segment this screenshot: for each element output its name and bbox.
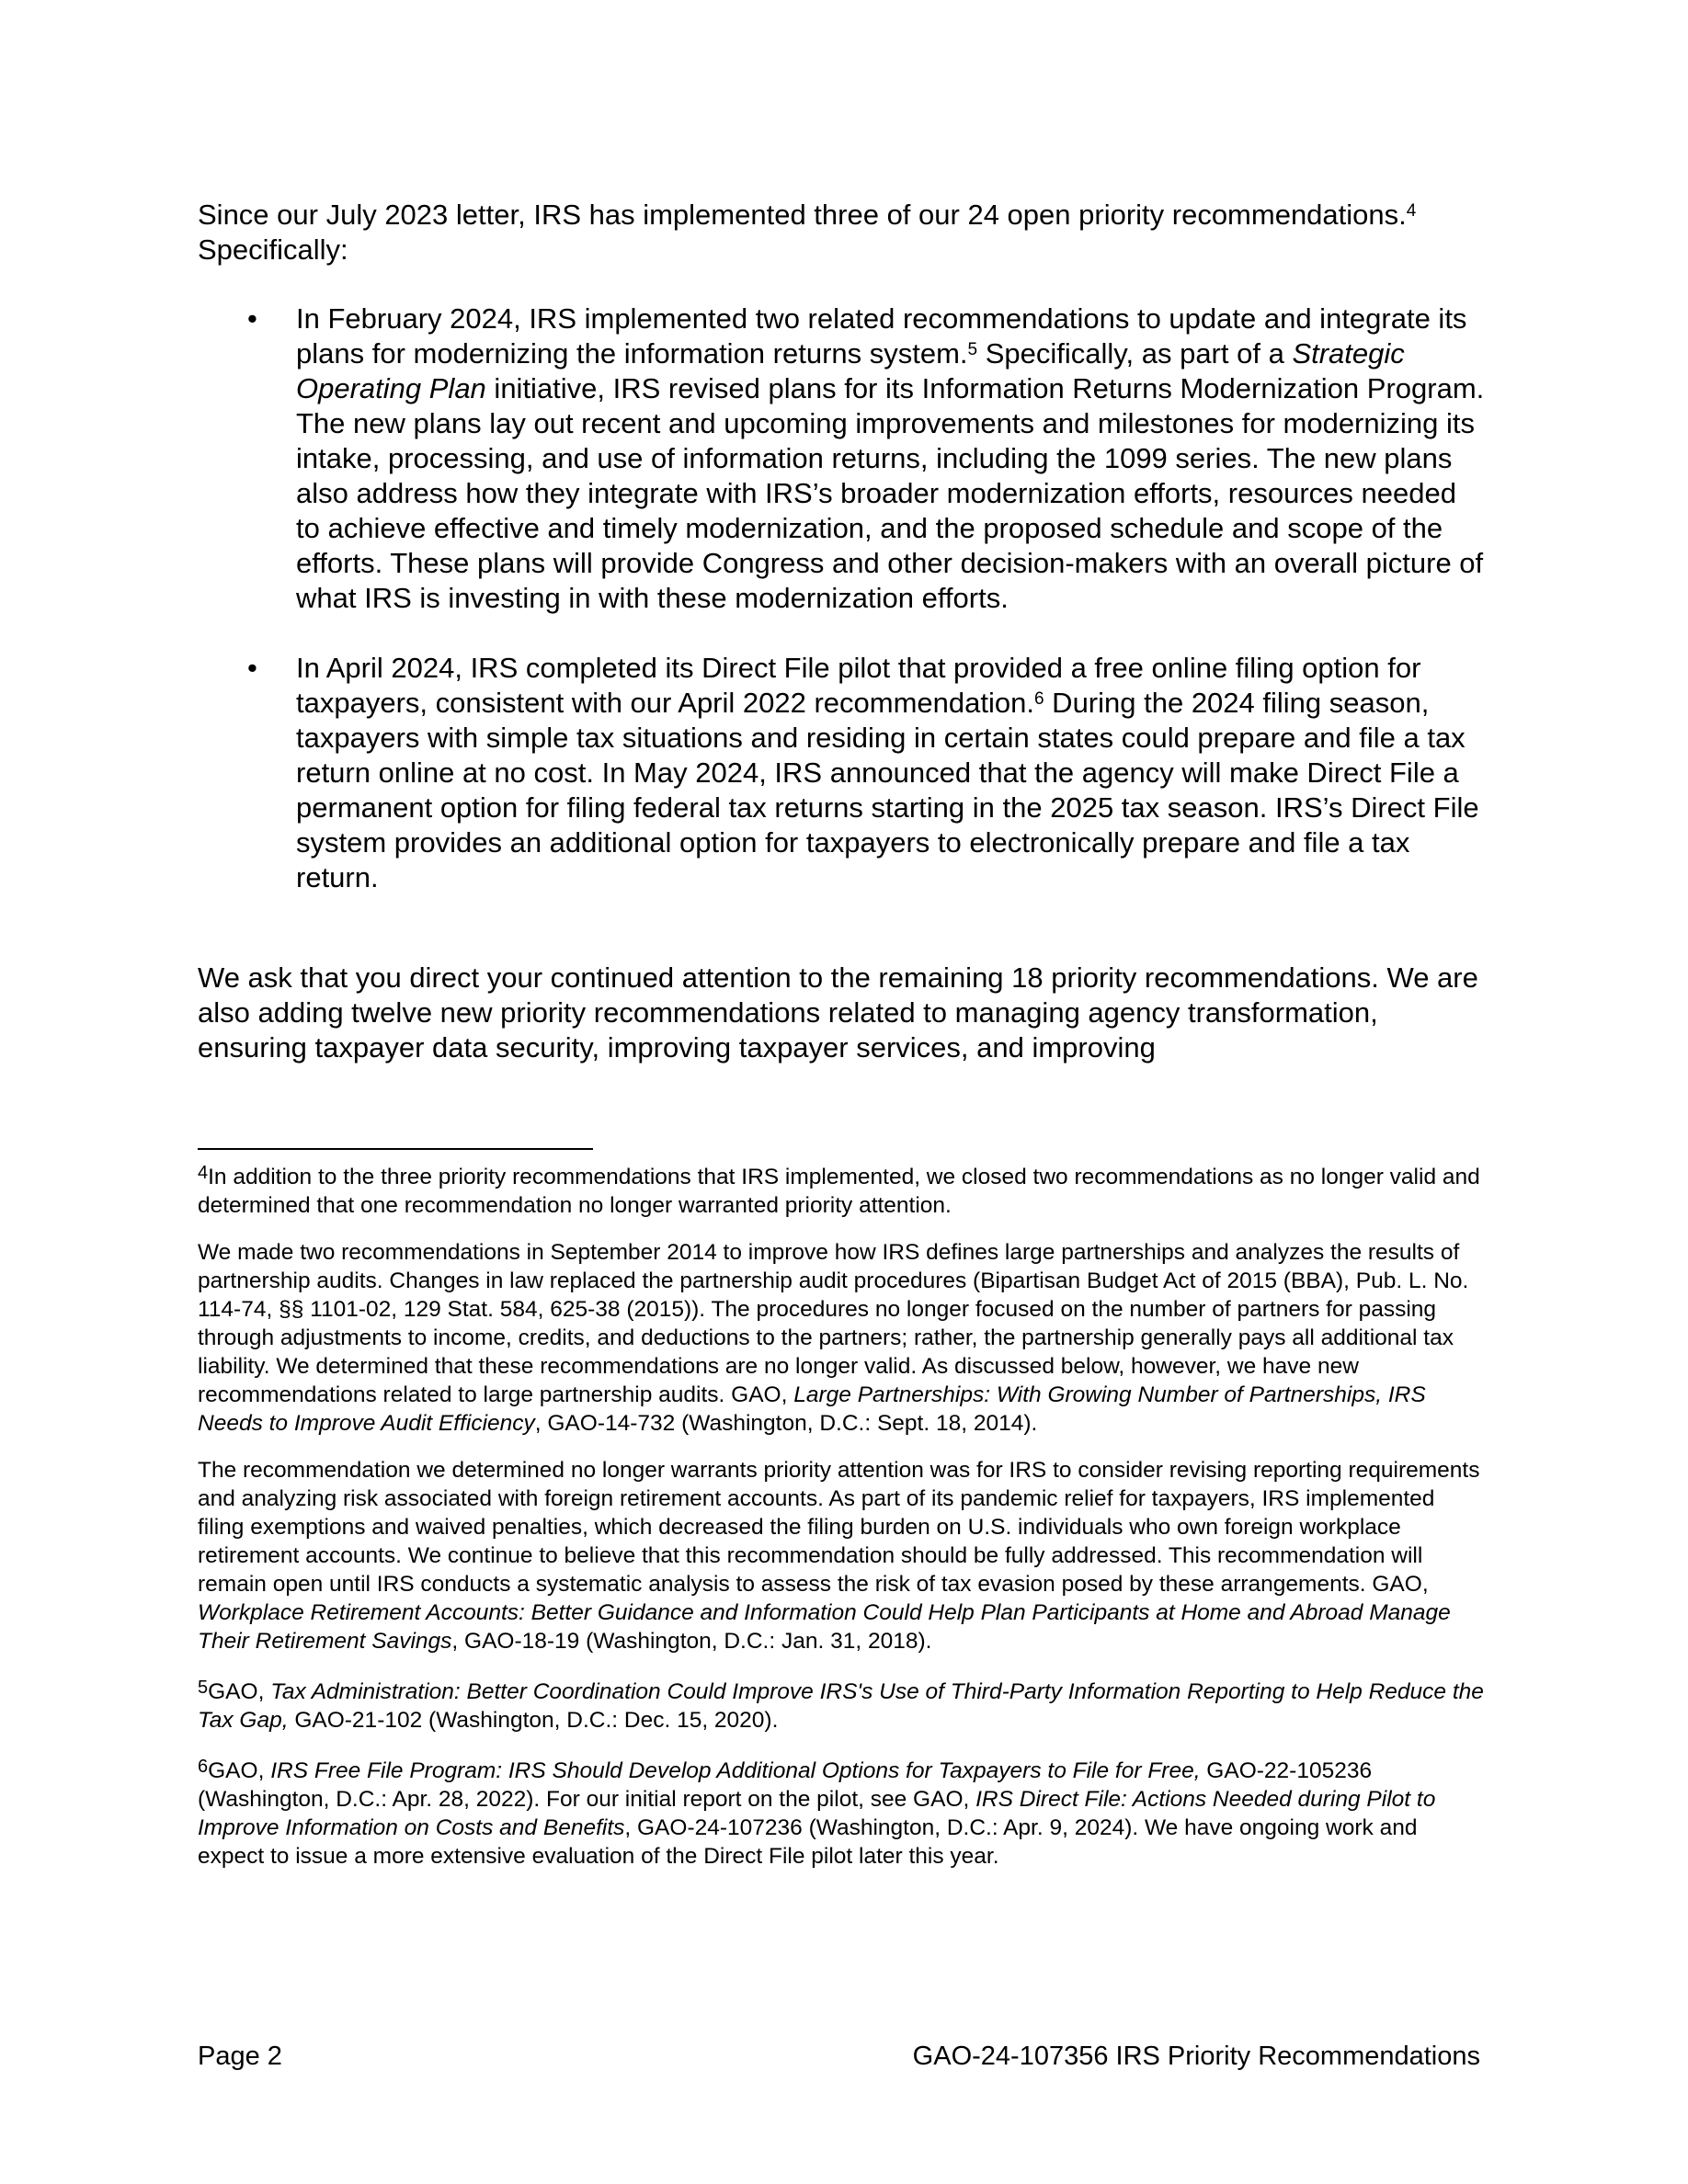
footnote-text: In addition to the three priority recommendations that IRS implemented, we closed two recommendations as no longer valid and determined that one recommendation no longer warranted priority attention. <box>198 1165 1480 1218</box>
bullet-text: During the 2024 filing season, taxpayers with simple tax situations and residing in certain states could prepare and file a tax return online at no cost. In May 2024, IRS announced that the agency will make Direct File a permanent option for filing federal tax returns starting in the 2025 tax season. IRS’s Direct File system provides an additional option for taxpayers to electronically prepare and file a tax return. <box>296 687 1479 893</box>
intro-paragraph <box>198 198 1485 267</box>
bullet-text: In April 2024, IRS completed its Direct File pilot that provided a free online filing option for taxpayers, consistent with our April 2022 recommendation. <box>296 652 1421 719</box>
footnote-text: , GAO-14-732 (Washington, D.C.: Sept. 18, 2014). <box>534 1411 1038 1436</box>
closing-paragraph: We ask that you direct your continued attention to the remaining 18 priority recommendations. We are also adding twelve new priority recommendations related to managing agency transformation, ensuring taxpayer data security, improving taxpayer services, and improving <box>198 961 1478 1064</box>
list-item <box>198 651 1485 895</box>
bullet-icon: • <box>247 652 257 684</box>
intro-text-end: Specifically: <box>198 233 348 266</box>
footnote-text: The recommendation we determined no longer warrants priority attention was for IRS to consider revising reporting requirements and analyzing risk associated with foreign retirement accounts. As part of its pandemic relief for taxpayers, IRS implemented filing exemptions and waived penalties, which decreased the filing burden on U.S. individuals who own foreign workplace retirement accounts. We continue to believe that this recommendation should be fully addressed. This recommendation will remain open until IRS conducts a systematic analysis to assess the risk of tax evasion posed by these arrangements. GAO, <box>198 1458 1480 1597</box>
report-title: Tax Administration: Better Coordination Could Improve IRS's Use of Third-Party Information Reporting to Help Reduce the Tax Gap, <box>198 1679 1484 1733</box>
bullet-text: Specifically, as part of a <box>977 337 1293 370</box>
footnote-4-paragraph-2 <box>198 1238 1485 1438</box>
footnote-4-paragraph-3 <box>198 1456 1485 1655</box>
footnote-5 <box>198 1678 1485 1735</box>
footnote-number: 5 <box>198 1678 209 1698</box>
bullet-icon: • <box>247 302 257 335</box>
footnote-text: , GAO-24-107236 (Washington, D.C.: Apr. 9, 2024). We have ongoing work and expect to issue a more extensive evaluation of the Direct File pilot later this year. <box>198 1815 1418 1869</box>
footnote-4 <box>198 1163 1485 1220</box>
footnotes-section <box>198 1163 1485 1871</box>
footnote-ref-4[interactable]: 4 <box>1406 201 1417 221</box>
report-title: IRS Free File Program: IRS Should Develop Additional Options for Taxpayers to File for Free, <box>270 1758 1201 1783</box>
footnote-text: GAO, <box>208 1758 271 1783</box>
footnote-6 <box>198 1757 1485 1871</box>
bullet-text: In February 2024, IRS implemented two related recommendations to update and integrate its plans for modernizing the information returns system. <box>296 302 1467 370</box>
report-title: IRS Direct File: Actions Needed during Pilot to Improve Information on Costs and Benefits <box>198 1787 1436 1840</box>
page-number: Page 2 <box>198 2042 282 2071</box>
footnote-text: GAO, <box>208 1679 271 1704</box>
footnote-number: 6 <box>198 1757 209 1777</box>
intro-text: Since our July 2023 letter, IRS has implemented three of our 24 open priority recommendations. <box>198 199 1407 231</box>
footnote-divider <box>198 1148 593 1150</box>
footnote-number: 4 <box>198 1163 209 1183</box>
footnote-text: , GAO-18-19 (Washington, D.C.: Jan. 31, 2018). <box>451 1629 932 1654</box>
report-title: Workplace Retirement Accounts: Better Guidance and Information Could Help Plan Participants at Home and Abroad Manage Their Retirement Savings <box>198 1600 1451 1654</box>
bullet-text: initiative, IRS revised plans for its Information Returns Modernization Program. The new plans lay out recent and upcoming improvements and milestones for modernizing its intake, processing, and use of information returns, including the 1099 series. The new plans also address how they integrate with IRS’s broader modernization efforts, resources needed to achieve effective and timely modernization, and the proposed schedule and scope of the efforts. These plans will provide Congress and other decision-makers with an overall picture of what IRS is investing in with these modernization efforts. <box>296 372 1485 614</box>
implemented-recommendations-list <box>198 301 1485 895</box>
footnote-text: We made two recommendations in September 2014 to improve how IRS defines large partnerships and analyzes the results of partnership audits. Changes in law replaced the partnership audit procedures (Bipartisan Budget Act of 2015 (BBA), Pub. L. No. 114-74, §§ 1101-02, 129 Stat. 584, 625-38 (2015)). The procedures no longer focused on the number of partners for passing through adjustments to income, credits, and deductions to the partners; rather, the partnership generally pays all additional tax liability. We determined that these recommendations are no longer valid. As discussed below, however, we have new recommendations related to large partnership audits. GAO, <box>198 1240 1469 1407</box>
report-title: Large Partnerships: With Growing Number of Partnerships, IRS Needs to Improve Audit Efficiency <box>198 1382 1426 1436</box>
footnote-ref-6[interactable]: 6 <box>1033 689 1044 709</box>
report-number: GAO-24-107356 IRS Priority Recommendations <box>912 2042 1480 2071</box>
list-item <box>198 301 1485 616</box>
footnote-text: GAO-22-105236 (Washington, D.C.: Apr. 28, 2022). For our initial report on the pilot, see GAO, <box>198 1758 1373 1812</box>
footnote-text: GAO-21-102 (Washington, D.C.: Dec. 15, 2020). <box>288 1708 779 1733</box>
plan-title: Strategic Operating Plan <box>296 337 1405 404</box>
footnote-ref-5[interactable]: 5 <box>967 340 978 359</box>
